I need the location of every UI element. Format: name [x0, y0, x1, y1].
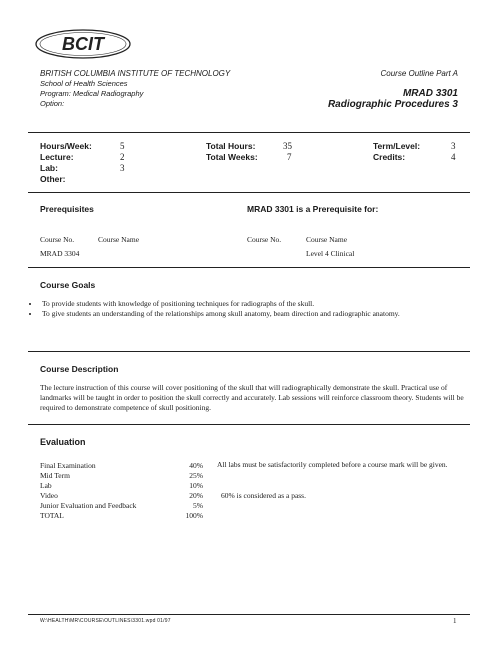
divider — [28, 351, 470, 352]
header-left — [40, 69, 230, 109]
eval-item: Junior Evaluation and Feedback — [40, 501, 137, 510]
total-hours-value: 35 — [283, 141, 292, 151]
outline-part: Course Outline Part A — [380, 69, 458, 78]
goal-item: • To provide students with knowledge of positioning techniques for radiographs of the skull. — [40, 299, 470, 309]
footer-file-path: W:\HEALTH\MR\COURSE\OUTLINES\3301.wpd 01/97 — [40, 618, 171, 624]
course-goals-title: Course Goals — [40, 280, 96, 290]
total-weeks-label: Total Weeks: — [206, 152, 258, 162]
prerequisites-title: Prerequisites — [40, 204, 94, 214]
eval-note-pass: 60% is considered as a pass. — [221, 491, 306, 500]
eval-pct: 25% — [189, 471, 203, 480]
page-number: 1 — [453, 617, 457, 625]
svg-text:BCIT: BCIT — [62, 34, 104, 54]
eval-item: Mid Term — [40, 471, 70, 480]
eval-pct: 100% — [185, 511, 203, 520]
lecture-label: Lecture: — [40, 152, 74, 162]
other-label: Other: — [40, 174, 66, 184]
course-description-text: The lecture instruction of this course will cover positioning of the skull that will radiographically demonstrate the skull. Practical use of landmarks will be taught in order to position the skull correctly and accurately. Lab sessions will reinforce classroom theory. Students will be required to demonstrate competence of skull positioning. — [40, 383, 464, 412]
col-course-no: Course No. — [247, 235, 282, 244]
col-course-no: Course No. — [40, 235, 75, 244]
footer-divider — [28, 614, 470, 615]
eval-item: Video — [40, 491, 58, 500]
goal-item: • To give students an understanding of the relationships among skull anatomy, beam direction and radiographic anatomy. — [40, 309, 470, 319]
credits-label: Credits: — [373, 152, 406, 162]
course-description-title: Course Description — [40, 364, 119, 374]
divider — [28, 267, 470, 268]
divider — [28, 192, 470, 193]
program-name: Program: Medical Radiography — [40, 89, 144, 98]
eval-item: Lab — [40, 481, 52, 490]
eval-pct: 20% — [189, 491, 203, 500]
prereq-for-course-name: Level 4 Clinical — [306, 249, 355, 258]
eval-pct: 40% — [189, 461, 203, 470]
total-weeks-value: 7 — [287, 152, 292, 162]
prerequisite-for-title: MRAD 3301 is a Prerequisite for: — [247, 204, 379, 214]
lab-value: 3 — [120, 163, 125, 173]
divider — [28, 132, 470, 133]
divider — [28, 424, 470, 425]
lecture-value: 2 — [120, 152, 125, 162]
goals-list — [30, 299, 470, 318]
hours-week-label: Hours/Week: — [40, 141, 92, 151]
eval-note-labs: All labs must be satisfactorily completed before a course mark will be given. — [217, 460, 448, 469]
institution-name: BRITISH COLUMBIA INSTITUTE OF TECHNOLOGY — [40, 69, 231, 78]
eval-pct: 10% — [189, 481, 203, 490]
header-right — [328, 69, 458, 110]
option-label: Option: — [40, 99, 65, 108]
hours-week-value: 5 — [120, 141, 125, 151]
course-code: MRAD 3301 — [402, 88, 458, 99]
col-course-name: Course Name — [98, 235, 140, 244]
school-name: School of Health Sciences — [40, 79, 128, 88]
term-level-label: Term/Level: — [373, 141, 421, 151]
bcit-logo — [33, 27, 133, 61]
eval-item: Final Examination — [40, 461, 96, 470]
course-title: Radiographic Procedures 3 — [327, 99, 458, 110]
term-level-value: 3 — [451, 141, 456, 151]
lab-label: Lab: — [40, 163, 58, 173]
prereq-course-no: MRAD 3304 — [40, 249, 80, 258]
evaluation-title: Evaluation — [40, 437, 86, 447]
credits-value: 4 — [451, 152, 456, 162]
eval-pct: 5% — [193, 501, 203, 510]
total-hours-label: Total Hours: — [206, 141, 256, 151]
eval-item: TOTAL — [40, 511, 64, 520]
col-course-name: Course Name — [306, 235, 348, 244]
